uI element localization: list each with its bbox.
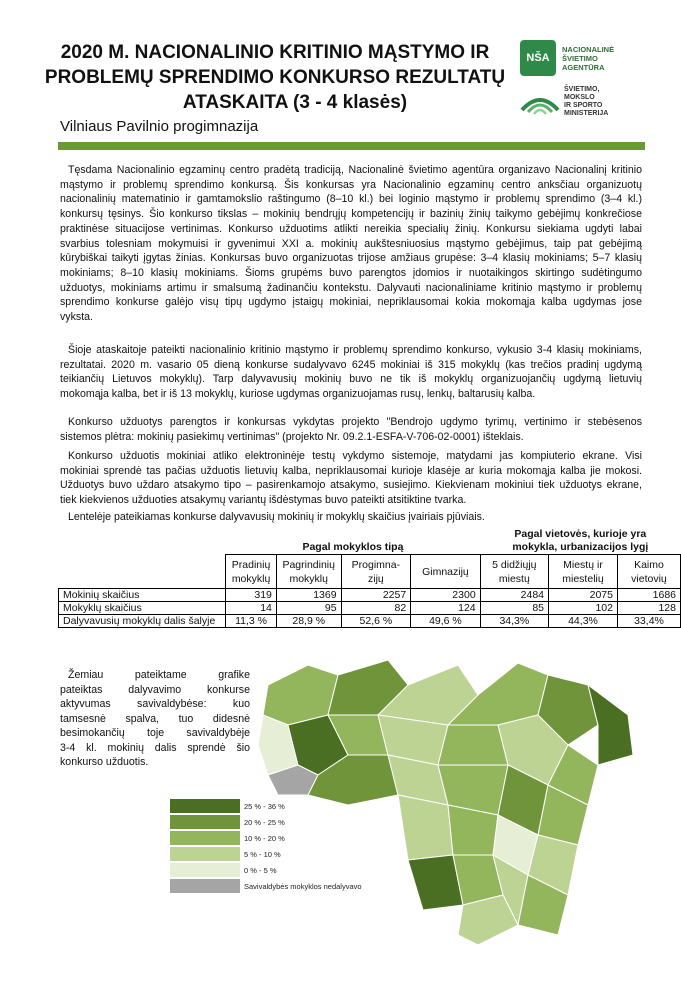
text-line: teikiančių Lietuvos mokyklų). Tarp dalyvavusių mokinių buvo ne tik iš mokyklų organizuojančių ugdymą lietuvių: [60, 373, 642, 386]
table-cell: 1686: [617, 589, 680, 602]
text-line: Šioje ataskaitoje pateikti nacionalinio kritinio mąstymo ir problemų sprendimo konkurso, vykusio 3-4 klasių mokiniams,: [68, 344, 642, 356]
legend-swatch: [170, 879, 240, 893]
nsa-logo-line: NACIONALINĖ: [562, 44, 615, 54]
ministry-logo-line: MOKSLO: [564, 94, 595, 101]
group-urbanization-line: mokykla, urbanizacijos lygį: [512, 541, 649, 553]
column-header-line: mokyklų: [231, 572, 271, 585]
legend-label: Savivaldybės mokyklos nedalyvavo: [244, 881, 362, 891]
text-line: praktinėse situacijose vertinimas. Konkurso užduotims atlikti nereikia specialių žinių. Konkursu siekiama ugdyti labai: [60, 222, 642, 235]
table-cell: 82: [341, 602, 411, 615]
legend-swatch: [170, 799, 240, 813]
text-line: tiek kiekvienos užduoties atsakymų variantų išdėstymas buvo pateikti atsitiktine tvarka.: [60, 494, 467, 507]
text-line: svarbius tolesniam mokymuisi ir gyvenimui XXI a. mokinių aukštesniuosius mąstymo gebėjimus, taip pat gebėjimą: [60, 237, 642, 250]
column-header: [276, 555, 341, 589]
text-line: užduotys, mokiniams artimu ir smalsumą žadinančiu kontekstu. Dalyvauti nacionaliniame kritinio mąstymo ir problemų: [60, 281, 642, 294]
text-line: konkurso užduotis.: [60, 756, 149, 768]
header-rule: [58, 142, 645, 150]
legend-label: 20 % - 25 %: [244, 817, 285, 827]
column-header: [411, 555, 480, 589]
legend-label: 5 % - 10 %: [244, 849, 281, 859]
text-line: konkursų tęsinys. Šio konkurso tikslas – mokinių bendrųjų kompetencijų ir bazinių žinių taikymo gebėjimų konkrečiose: [60, 208, 642, 221]
nsa-logo-line: AGENTŪRA: [562, 62, 605, 72]
text-line: besimokančių toje savivaldybėje: [60, 727, 250, 739]
text-line: mokomąja kalba, bet ir iš 13 mokyklų, kuriose ugdymas organizuojamas rusų, lenkų, baltarusių kalba.: [60, 388, 536, 401]
legend-swatch: [170, 863, 240, 877]
text-line: Konkurso užduotys parengtos ir konkursas vykdytas projekto "Bendrojo ugdymo tyrimų, vertinimo ir stebėsenos: [68, 416, 642, 428]
row-label: Dalyvavusių mokyklų dalis šalyje: [59, 615, 226, 628]
text-line: tamsesnė spalva, tuo didesnė: [60, 712, 250, 725]
column-header-line: mokyklų: [289, 572, 328, 585]
legend-label: 10 % - 20 %: [244, 833, 285, 843]
table-cell: 44,3%: [549, 615, 618, 628]
text-line: kūrybiškai taikyti įgytas žinias. Konkursas buvo organizuotas trijose amžiaus grupėse: 3–4 klasių mokiniams; 5–7 klasių: [60, 252, 642, 265]
column-header-line: Pagrindinių: [282, 558, 335, 571]
table-cell: 95: [276, 602, 341, 615]
legend-item: [170, 862, 362, 878]
table-cell: 14: [226, 602, 277, 615]
table-cell: 34,3%: [480, 615, 548, 628]
table-cell: 2300: [411, 589, 480, 602]
ministry-logo-text: [564, 86, 608, 118]
nsa-logo-mark: NŠA: [520, 40, 556, 76]
intro-paragraph-4: [60, 449, 642, 508]
table-cell: 2257: [341, 589, 411, 602]
table-row: [59, 615, 681, 628]
column-header: [617, 555, 680, 589]
intro-paragraph-2: [60, 343, 642, 402]
table-cell: 28,9 %: [276, 615, 341, 628]
text-line: aktyvumas savivaldybėse: kuo: [60, 698, 250, 710]
ministry-logo-line: ŠVIETIMO,: [564, 86, 600, 93]
table-cell: 2075: [549, 589, 618, 602]
map-note: [60, 668, 250, 770]
text-line: mokiniai sprendė tas pačias užduotis lietuvių kalba, nepriklausomai kurioje klasėje ar kuria mokomąja kalba jie mokosi.: [60, 464, 642, 477]
table-cell: 52,6 %: [341, 615, 411, 628]
text-line: mąstymo ir problemų sprendimo konkursą. Šis konkursas yra Nacionalinio egzaminų centro anksčiau organizuotų: [60, 178, 642, 191]
legend-item: [170, 846, 362, 862]
table-cell: 85: [480, 602, 548, 615]
column-header-line: 5 didžiųjų: [492, 558, 537, 571]
column-header-line: Progimna-: [351, 558, 401, 571]
table-cell: 1369: [276, 589, 341, 602]
table-row: [59, 602, 681, 615]
legend-label: 25 % - 36 %: [244, 801, 285, 811]
column-header: [341, 555, 411, 589]
group-school-type: Pagal mokyklos tipą: [302, 541, 404, 553]
text-line: nacionalinių matematinio ir gamtamokslio raštingumo (8–10 kl.) bei loginio mąstymo ir problemų sprendimo (3–4 kl.): [60, 193, 642, 206]
text-line: sistemos plėtra: mokinių pasiekimų vertinimas" (projekto Nr. 09.2.1-ESFA-V-706-02-0001) išteklais.: [60, 430, 524, 443]
intro-paragraph-3: [60, 415, 642, 444]
report-title: [40, 40, 510, 115]
group-urbanization-line: Pagal vietovės, kurioje yra: [514, 528, 647, 540]
column-header-line: Miestų ir: [563, 558, 603, 571]
text-line: Konkurso užduotis mokiniai atliko elektroninėje testų vykdymo sistemoje, matydami jas kompiuterio ekrane. Visi: [68, 450, 642, 462]
legend-label: 0 % - 5 %: [244, 865, 277, 875]
table-corner: [59, 528, 226, 555]
table-cell: 102: [549, 602, 618, 615]
nsa-logo: [520, 40, 614, 76]
nsa-logo-text: [562, 45, 614, 72]
row-label: Mokyklų skaičius: [59, 602, 226, 615]
ministry-logo-line: MINISTERIJA: [564, 110, 609, 117]
column-header-line: vietovių: [631, 572, 667, 585]
title-line-2: PROBLEMŲ SPRENDIMO KONKURSO REZULTATŲ: [44, 67, 506, 88]
table-corner-2: [59, 555, 226, 589]
text-line: rezultatai. 2020 m. vasario 05 dieną konkurse sudalyvavo 6245 mokiniai iš 315 mokyklų (kas trečios pradinį ugdymą: [60, 358, 642, 371]
table-cell: 33,4%: [617, 615, 680, 628]
column-header-line: miestų: [498, 572, 530, 585]
text-line: Lentelėje pateikiamas konkurse dalyvavusių mokinių ir mokyklų skaičius įvairiais pjūviais.: [68, 511, 485, 523]
text-line: pateiktas dalyvavimo konkurse: [60, 683, 250, 696]
text-line: 3-4 kl. mokinių dalis sprendė šio: [60, 741, 250, 754]
text-line: vyksta.: [60, 311, 93, 324]
title-line-3: ATASKAITA (3 - 4 klasės): [182, 92, 408, 113]
text-line: sprendimo konkurse galėjo visų tipų ugdymo įstaigų mokiniai, nepriklausomai kokia mokomąja kalba ugdymas jose: [60, 296, 642, 309]
legend-swatch: [170, 847, 240, 861]
map-legend: [170, 798, 362, 894]
school-name: Vilniaus Pavilnio progimnazija: [60, 118, 259, 135]
table-cell: 128: [617, 602, 680, 615]
text-line: Žemiau pateiktame grafike: [68, 669, 250, 681]
legend-item: [170, 830, 362, 846]
ministry-logo-icon: [520, 86, 560, 118]
legend-item: [170, 878, 362, 894]
intro-paragraph-1: [60, 163, 642, 325]
column-header-line: Gimnazijų: [422, 565, 469, 578]
intro-paragraph-5: [60, 510, 642, 525]
legend-item: [170, 798, 362, 814]
map-region: [438, 725, 508, 765]
legend-swatch: [170, 815, 240, 829]
column-header: [226, 555, 277, 589]
table-cell: 2484: [480, 589, 548, 602]
table-cell: 49,6 %: [411, 615, 480, 628]
nsa-logo-line: ŠVIETIMO: [562, 53, 598, 63]
group-urbanization: [480, 528, 680, 555]
logos: [520, 40, 660, 130]
column-header: [549, 555, 618, 589]
row-label: Mokinių skaičius: [59, 589, 226, 602]
text-line: Užduotys buvo uždaro atsakymo tipo – pasirenkamojo atsakymo, susiejimo. Kiekvienam mokiniui tiek užduotys ekrane,: [60, 479, 642, 492]
text-line: mokiniams; 8–10 klasių mokiniams. Šioms grupėms buvo parengtos įdomios ir nuotaikingos skirtingo sudėtingumo: [60, 266, 642, 279]
text-line: Tęsdama Nacionalinio egzaminų centro pradėtą tradiciją, Nacionalinė švietimo agentūra organizavo Nacionalinį kritinio: [68, 164, 642, 176]
ministry-logo: [520, 86, 608, 118]
table-cell: 124: [411, 602, 480, 615]
map-region: [398, 795, 453, 860]
title-line-1: 2020 M. NACIONALINIO KRITINIO MĄSTYMO IR: [60, 42, 490, 63]
table-row: [59, 589, 681, 602]
column-header-line: zijų: [367, 572, 384, 585]
column-header-line: miestelių: [562, 572, 604, 585]
table-cell: 319: [226, 589, 277, 602]
column-header-line: Pradinių: [231, 558, 271, 571]
legend-swatch: [170, 831, 240, 845]
results-table: [58, 528, 681, 628]
table-cell: 11,3 %: [226, 615, 277, 628]
column-header-line: Kaimo: [634, 558, 664, 571]
column-header: [480, 555, 548, 589]
legend-item: [170, 814, 362, 830]
ministry-logo-line: IR SPORTO: [564, 102, 603, 109]
